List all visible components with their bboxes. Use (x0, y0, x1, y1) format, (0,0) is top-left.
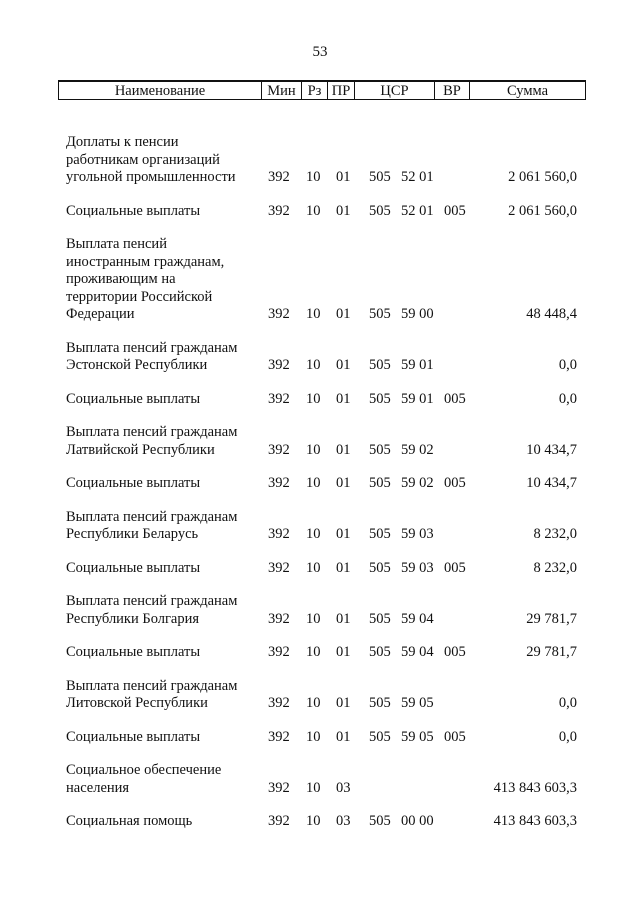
table-row (0, 340, 640, 375)
row-name: Выплата пенсий гражданам Эстонской Республики (66, 339, 238, 373)
table-row (0, 391, 640, 409)
row-csr-item: 59 02 (401, 441, 434, 458)
row-sum: 10 434,7 (526, 441, 577, 458)
row-csr-item: 52 01 (401, 202, 434, 219)
row-sum: 29 781,7 (526, 610, 577, 627)
header-min: Мин (262, 81, 302, 100)
table-row (0, 678, 640, 713)
row-pr: 01 (336, 357, 351, 373)
row-csr-item: 59 05 (401, 695, 434, 711)
row-vr: 005 (444, 728, 466, 745)
row-rz: 10 (306, 169, 321, 185)
row-rz: 10 (306, 644, 321, 660)
row-pr: 03 (336, 779, 351, 796)
row-rz: 10 (306, 475, 321, 491)
row-name: Доплаты к пенсии работникам организаций угольной промышленности (66, 134, 236, 185)
row-min: 392 (268, 390, 290, 407)
row-name: Социальные выплаты (66, 202, 201, 219)
row-rz: 10 (306, 728, 321, 745)
row-name: Социальные выплаты (66, 644, 201, 660)
header-sum: Сумма (470, 81, 586, 100)
row-csr-item: 59 05 (401, 728, 434, 745)
row-csr-program: 505 (369, 306, 391, 322)
row-rz: 10 (306, 357, 321, 373)
header-csr: ЦСР (355, 81, 435, 100)
row-sum: 0,0 (558, 390, 577, 407)
row-pr: 01 (336, 306, 351, 322)
row-csr-program: 505 (369, 559, 391, 576)
row-csr-item: 59 03 (401, 526, 434, 542)
row-name: Социальные выплаты (66, 728, 201, 745)
table-row (0, 762, 640, 797)
row-sum: 48 448,4 (526, 306, 577, 322)
row-rz: 10 (306, 610, 321, 627)
row-min: 392 (268, 475, 290, 491)
row-csr-item: 59 02 (401, 475, 434, 491)
row-sum: 8 232,0 (533, 526, 577, 542)
table-row (0, 729, 640, 747)
table-row (0, 560, 640, 578)
row-pr: 01 (336, 390, 351, 407)
row-pr: 01 (336, 644, 351, 660)
row-rz: 10 (306, 441, 321, 458)
row-name: Социальные выплаты (66, 559, 201, 576)
row-min: 392 (268, 441, 290, 458)
row-rz: 10 (306, 202, 321, 219)
row-min: 392 (268, 695, 290, 711)
row-csr-program: 505 (369, 441, 391, 458)
row-csr-item: 59 01 (401, 357, 434, 373)
row-name: Социальное обеспечение населения (66, 762, 222, 796)
row-csr-program: 505 (369, 813, 391, 829)
table-row (0, 236, 640, 324)
row-min: 392 (268, 644, 290, 660)
row-csr-item: 52 01 (401, 169, 434, 185)
table-header (58, 80, 586, 100)
row-rz: 10 (306, 306, 321, 322)
row-min: 392 (268, 202, 290, 219)
row-min: 392 (268, 610, 290, 627)
row-sum: 29 781,7 (526, 644, 577, 660)
row-name: Социальная помощь (66, 813, 193, 829)
row-name: Выплата пенсий гражданам Республики Болгария (66, 593, 238, 627)
table-row (0, 813, 640, 831)
row-csr-item: 59 04 (401, 644, 434, 660)
row-name: Социальные выплаты (66, 390, 201, 407)
row-csr-item: 59 00 (401, 306, 434, 322)
header-vr: ВР (435, 81, 470, 100)
table-row (0, 424, 640, 459)
row-sum: 0,0 (558, 728, 577, 745)
header-row (59, 81, 586, 100)
table-row (0, 509, 640, 544)
row-csr-item: 00 00 (401, 813, 434, 829)
row-vr: 005 (444, 644, 466, 660)
table-row (0, 593, 640, 628)
header-pr: ПР (328, 81, 355, 100)
row-name: Выплата пенсий иностранным гражданам, проживающим на территории Российской Федерации (66, 236, 225, 322)
table-body (0, 134, 640, 847)
row-sum: 2 061 560,0 (508, 202, 577, 219)
row-csr-program: 505 (369, 610, 391, 627)
row-csr-item: 59 01 (401, 390, 434, 407)
row-rz: 10 (306, 390, 321, 407)
row-csr-program: 505 (369, 728, 391, 745)
row-min: 392 (268, 813, 290, 829)
row-pr: 01 (336, 169, 351, 185)
row-rz: 10 (306, 779, 321, 796)
row-sum: 8 232,0 (533, 559, 577, 576)
row-rz: 10 (306, 526, 321, 542)
row-name: Социальные выплаты (66, 475, 201, 491)
header-rz: Рз (302, 81, 328, 100)
row-min: 392 (268, 559, 290, 576)
row-pr: 03 (336, 813, 351, 829)
row-csr-program: 505 (369, 475, 391, 491)
row-vr: 005 (444, 475, 466, 491)
row-rz: 10 (306, 559, 321, 576)
row-sum: 2 061 560,0 (508, 169, 577, 185)
row-csr-program: 505 (369, 390, 391, 407)
row-csr-program: 505 (369, 644, 391, 660)
row-pr: 01 (336, 441, 351, 458)
row-sum: 0,0 (558, 357, 577, 373)
row-pr: 01 (336, 728, 351, 745)
row-csr-program: 505 (369, 695, 391, 711)
row-vr: 005 (444, 202, 466, 219)
row-sum: 413 843 603,3 (493, 779, 577, 796)
row-sum: 0,0 (558, 695, 577, 711)
row-min: 392 (268, 357, 290, 373)
row-rz: 10 (306, 695, 321, 711)
row-min: 392 (268, 169, 290, 185)
row-csr-program: 505 (369, 202, 391, 219)
table-row (0, 203, 640, 221)
row-pr: 01 (336, 695, 351, 711)
row-sum: 10 434,7 (526, 475, 577, 491)
row-pr: 01 (336, 475, 351, 491)
row-min: 392 (268, 779, 290, 796)
table-row (0, 644, 640, 662)
row-csr-program: 505 (369, 169, 391, 185)
row-csr-program: 505 (369, 357, 391, 373)
row-pr: 01 (336, 559, 351, 576)
row-min: 392 (268, 728, 290, 745)
row-name: Выплата пенсий гражданам Республики Беларусь (66, 508, 238, 542)
row-csr-item: 59 04 (401, 610, 434, 627)
table-row (0, 475, 640, 493)
table-row (0, 134, 640, 187)
row-name: Выплата пенсий гражданам Латвийской Республики (66, 424, 238, 458)
row-min: 392 (268, 306, 290, 322)
header-name: Наименование (59, 81, 262, 100)
row-csr-program: 505 (369, 526, 391, 542)
row-sum: 413 843 603,3 (493, 813, 577, 829)
page-number: 53 (312, 44, 328, 60)
row-pr: 01 (336, 610, 351, 627)
row-min: 392 (268, 526, 290, 542)
row-pr: 01 (336, 202, 351, 219)
row-vr: 005 (444, 559, 466, 576)
row-vr: 005 (444, 390, 466, 407)
row-pr: 01 (336, 526, 351, 542)
row-csr-item: 59 03 (401, 559, 434, 576)
row-rz: 10 (306, 813, 321, 829)
row-name: Выплата пенсий гражданам Литовской Республики (66, 677, 238, 711)
